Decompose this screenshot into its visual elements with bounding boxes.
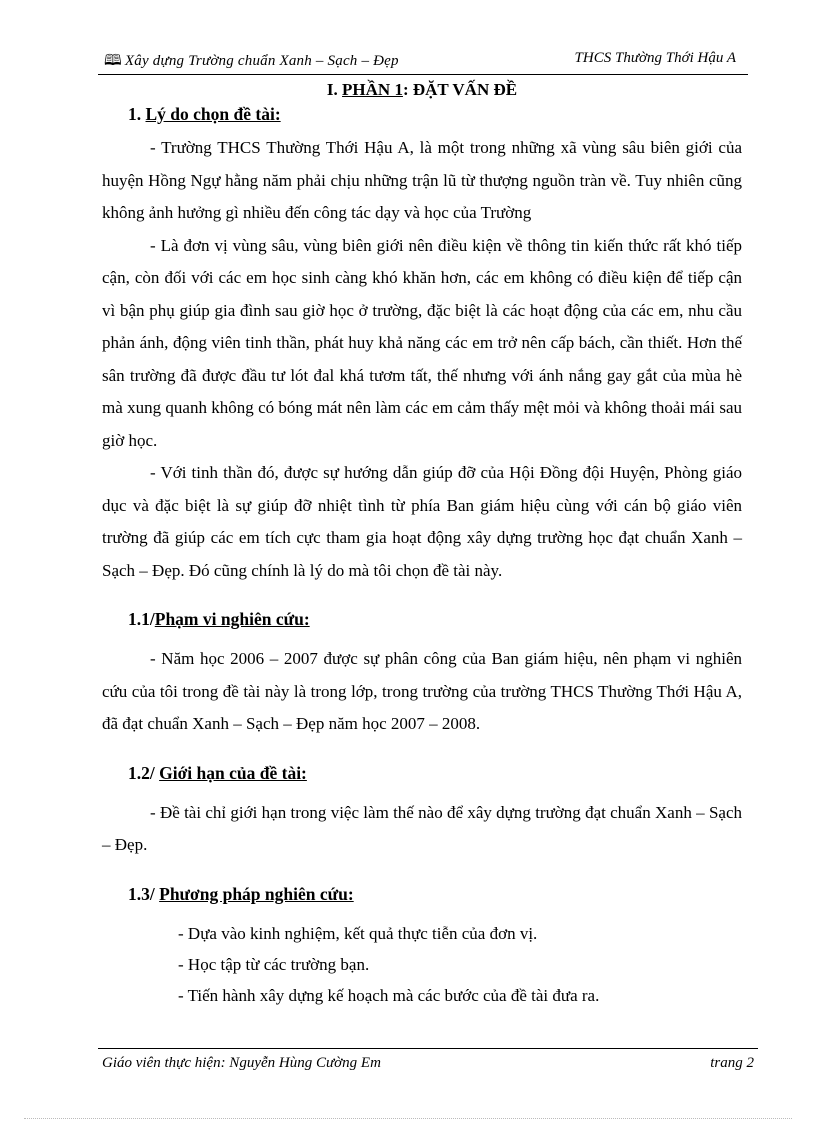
book-icon: 🕮 xyxy=(104,53,122,69)
heading-method-number: 1.3/ xyxy=(128,883,155,904)
header-left xyxy=(104,50,399,75)
scope-text: - Năm học 2006 – 2007 được sự phân công của Ban giám hiệu, nên phạm vi nghiên cứu của tôi trong đề tài này là trong lớp, trong trường của trường THCS Thường Thới Hậu A, đã đạt chuẩn Xanh – Sạch – Đẹp năm học 2007 – 2008. xyxy=(102,649,742,733)
heading-method-title: Phương pháp nghiên cứu: xyxy=(159,883,354,904)
page-header xyxy=(98,48,748,75)
section-title-underlined: PHẦN 1 xyxy=(342,80,403,99)
page-bottom-divider xyxy=(24,1118,792,1119)
paragraph-3: - Với tinh thần đó, được sự hướng dẫn giúp đỡ của Hội Đồng đội Huyện, Phòng giáo dục và đặc biệt là sự giúp đỡ nhiệt tình từ phía Ban giám hiệu cùng với cán bộ giáo viên trường đã giúp các em tích cực tham gia hoạt động xây dựng trường học đạt chuẩn Xanh – Sạch – Đẹp. Đó cũng chính là lý do mà tôi chọn đề tài này. xyxy=(102,463,742,580)
heading-scope xyxy=(128,607,742,631)
section-title xyxy=(102,78,742,102)
heading-reason-number: 1. xyxy=(128,104,142,124)
heading-scope-title: Phạm vi nghiên cứu: xyxy=(154,609,310,629)
method-item: - Học tập từ các trường bạn. xyxy=(178,954,370,974)
header-right-text: THCS Thường Thới Hậu A xyxy=(574,50,736,66)
heading-reason xyxy=(128,102,742,126)
paragraph-1: - Trường THCS Thường Thới Hậu A, là một trong những xã vùng sâu biên giới của huyện Hồng Ngự hằng năm phải chịu những trận lũ từ thượng nguồn tràn về. Tuy nhiên cũng không ảnh hưởng gì nhiều đến công tác dạy và học của Trường xyxy=(102,138,742,222)
limits-text: - Đề tài chỉ giới hạn trong việc làm thế nào để xây dựng trường đạt chuẩn Xanh – Sạch – Đẹp. xyxy=(102,802,742,854)
section-title-rest: : ĐẶT VẤN ĐỀ xyxy=(402,80,518,99)
heading-limits-title: Giới hạn của đề tài: xyxy=(159,762,307,783)
heading-limits xyxy=(128,761,742,785)
page-footer xyxy=(98,1048,758,1079)
paragraph-2: - Là đơn vị vùng sâu, vùng biên giới nên điều kiện về thông tin kiến thức rất khó tiếp cận, còn đối với các em học sinh càng khó khăn hơn, các em không có điều kiện để tiếp cận vì bận phụ giúp gia đình sau giờ học ở trường, đặc biệt là các hoạt động của các em, nhu cầu phản ánh, động viên tinh thần, phát huy khả năng các em trở nên cấp bách, cần thiết. Hơn thế sân trường đã được đầu tư lót đal khá tươm tất, thế nhưng với ánh nắng gay gắt của mùa hè mà xung quanh không có bóng mát nên làm các em cảm thấy mệt mỏi và không thoải mái sau giờ học. xyxy=(102,235,742,450)
section-number: I. xyxy=(326,80,338,99)
heading-method xyxy=(128,882,742,906)
header-left-text: Xây dựng Trường chuẩn Xanh – Sạch – Đẹp xyxy=(124,53,399,69)
heading-limits-number: 1.2/ xyxy=(128,762,155,783)
method-item: - Tiến hành xây dựng kế hoạch mà các bước của đề tài đưa ra. xyxy=(178,985,600,1005)
page-number: trang 2 xyxy=(710,1055,754,1071)
heading-scope-number: 1.1/ xyxy=(128,609,155,629)
method-item: - Dựa vào kinh nghiệm, kết quả thực tiễn của đơn vị. xyxy=(178,923,538,943)
footer-author: Giáo viên thực hiện: Nguyễn Hùng Cường Em xyxy=(102,1055,381,1071)
heading-reason-title: Lý do chọn đề tài: xyxy=(145,104,281,124)
document-body xyxy=(102,78,742,1011)
